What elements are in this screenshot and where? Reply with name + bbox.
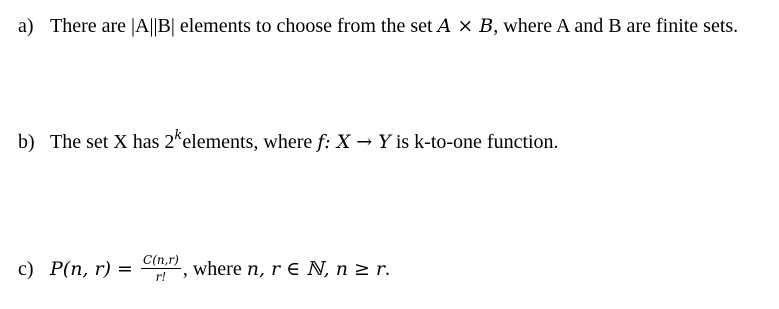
list-item-b [18,128,559,153]
item-a-text-end: , where A and B are finite sets. [493,15,739,37]
item-a-math-product: A × B [437,15,494,37]
item-c-math-condition: n, r ∈ ℕ, n ≥ r [246,258,386,281]
item-a-text-start: There are |A||B| elements to choose from the set [50,15,438,37]
item-b-exponent: k [174,128,183,143]
item-marker-b: b) [18,131,35,153]
item-b-text-start: The set X has 2 [50,131,175,153]
item-c-fraction [141,253,181,284]
fraction-numerator: C(n,r) [143,253,179,267]
item-c-text-end: . [385,258,391,281]
item-b-text-end: is k-to-one function. [390,131,559,153]
item-marker-a: a) [18,15,34,37]
fraction-denominator: r! [155,270,167,284]
list-item-a [18,16,738,36]
item-marker-c: c) [18,258,34,281]
list-item-c [18,255,390,286]
item-b-math-function: f: X → Y [317,131,391,153]
item-c-math-lhs: P(n, r) = [50,258,140,281]
item-b-text-middle: elements, where [182,131,318,153]
fraction-bar [141,268,181,269]
item-c-text-start: , where [182,258,247,281]
